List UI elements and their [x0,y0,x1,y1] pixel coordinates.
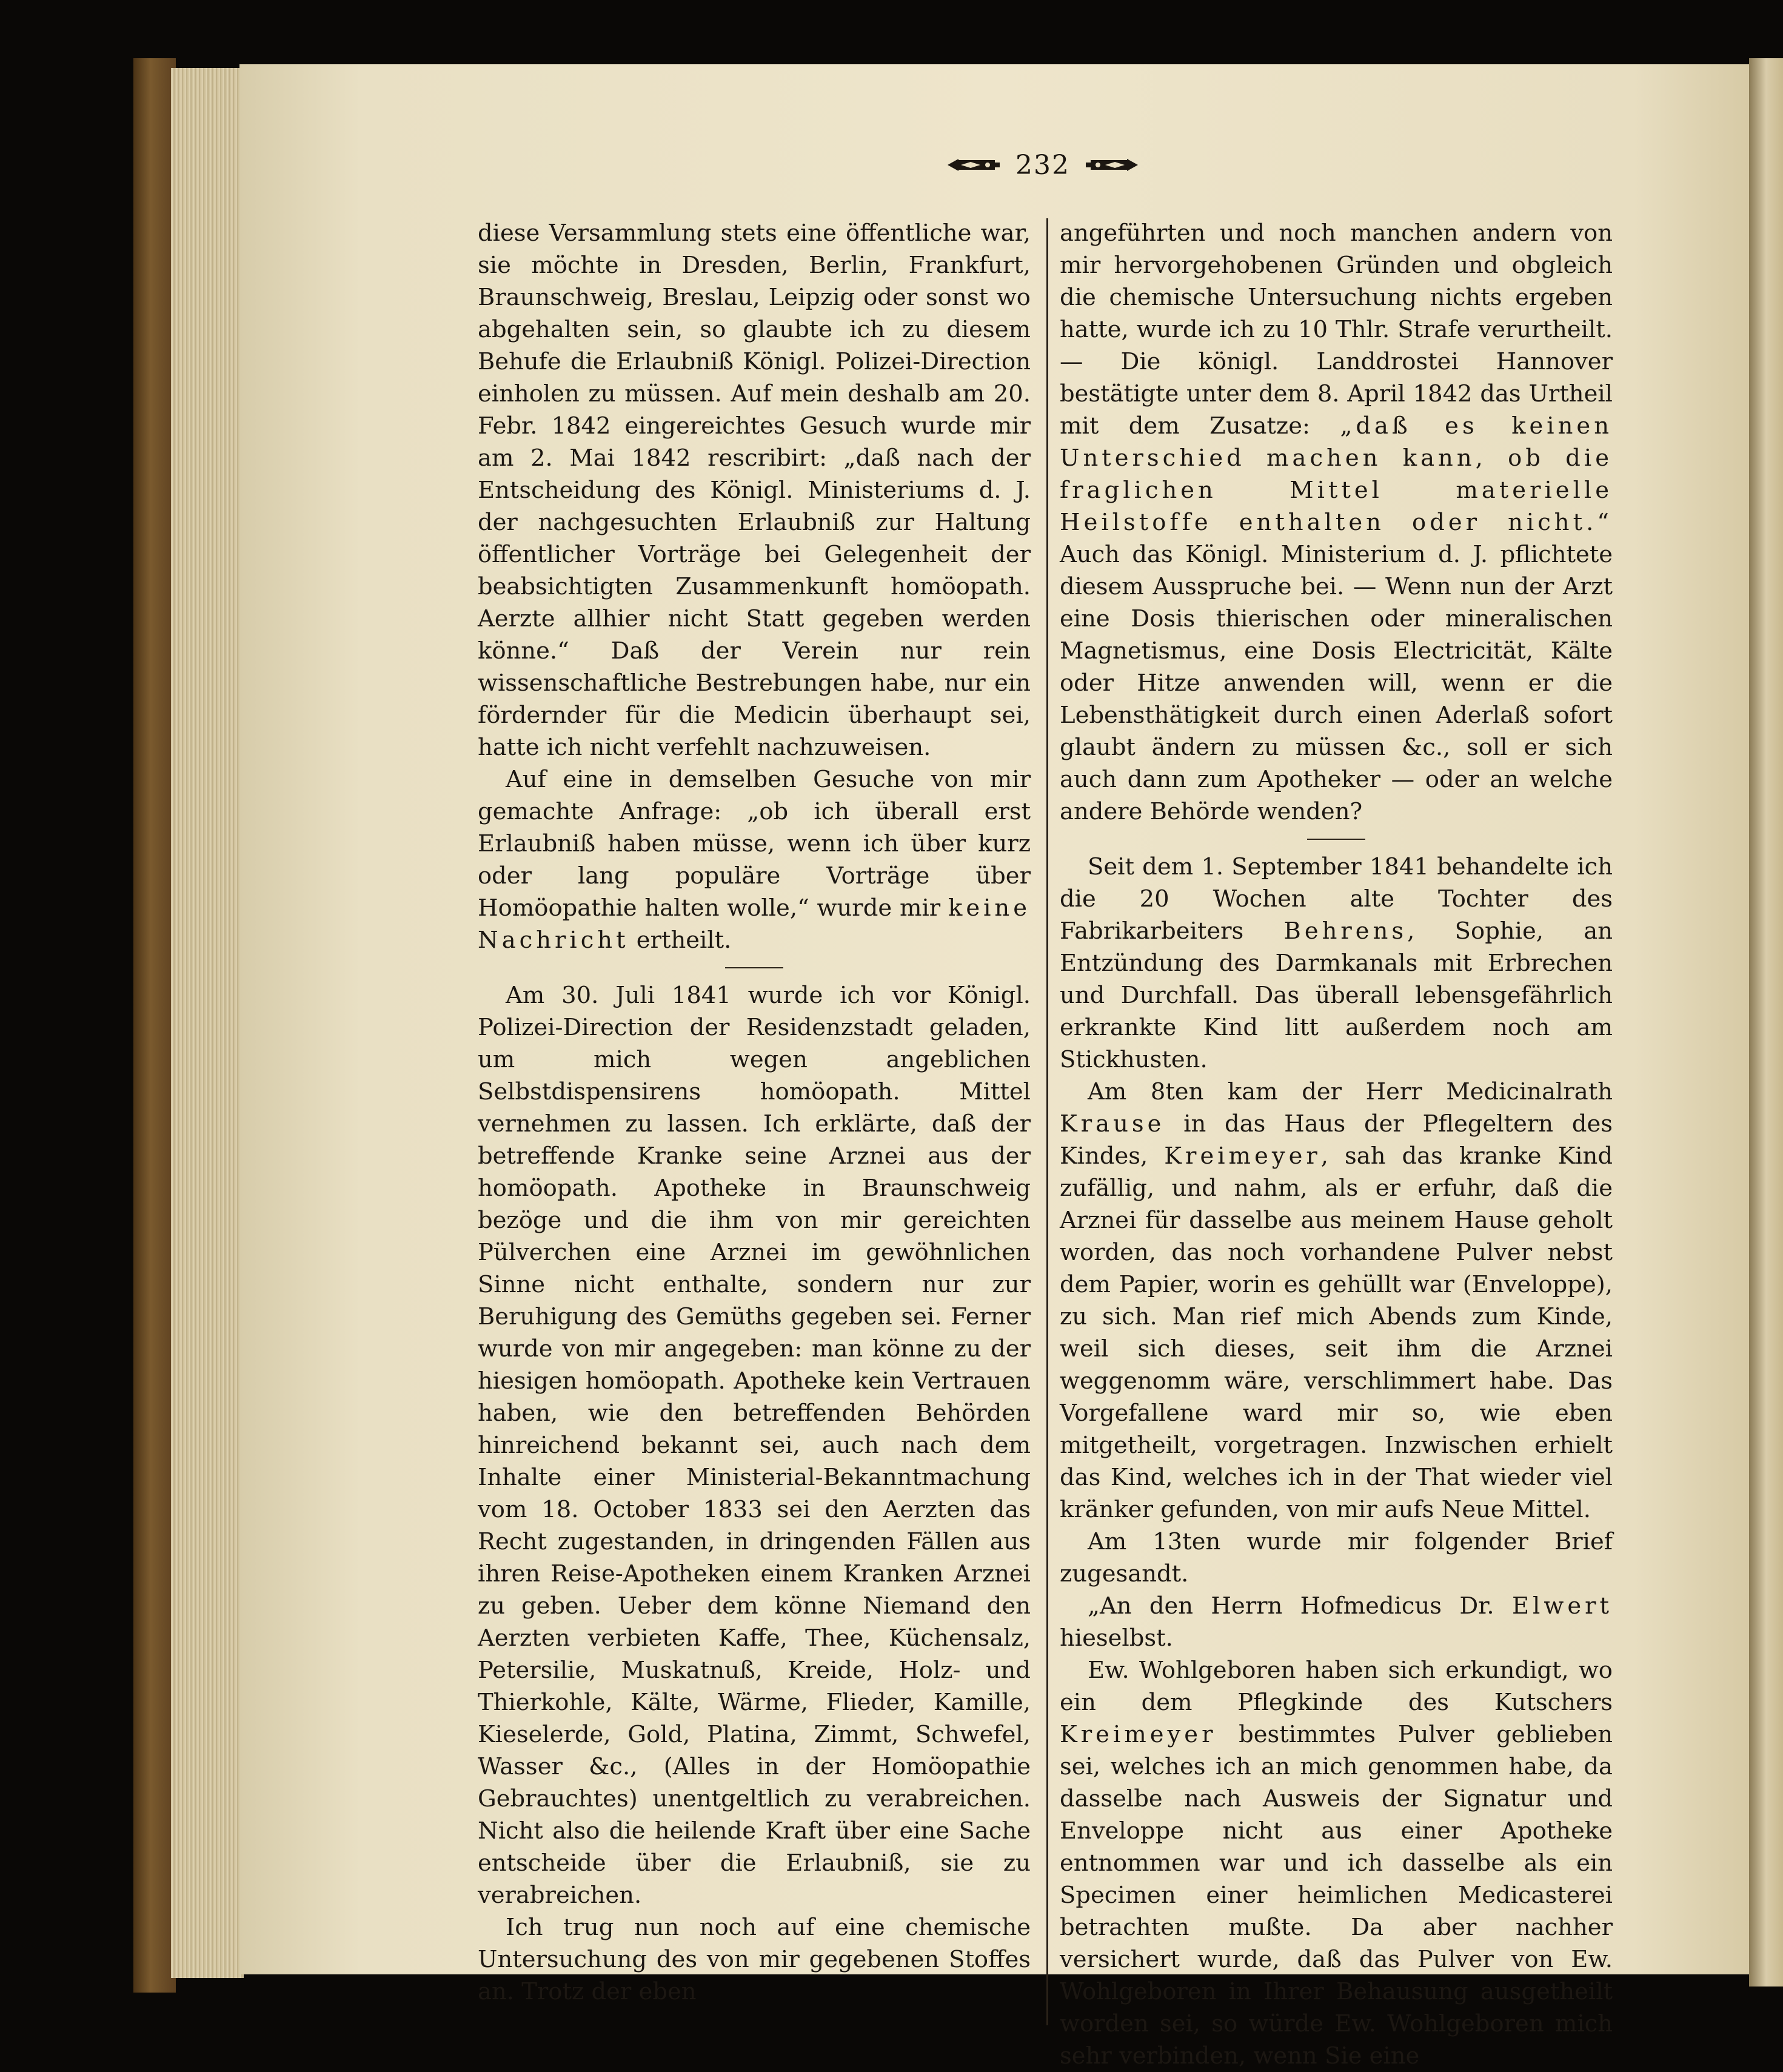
left-ornament-icon [946,156,1001,174]
right-paragraph-6-text-a: Ew. Wohlgeboren haben sich erkundigt, wo ein dem Pflegkinde des Kutschers [1060,1657,1613,1716]
page-number: 232 [1015,149,1070,181]
right-paragraph-5-text-b: hieselbst. [1060,1624,1173,1652]
right-ornament-icon [1085,156,1139,174]
right-paragraph-3 [1060,1076,1613,1526]
left-paragraph-3: Am 30. Juli 1841 wurde ich vor Königl. Polizei-Direction der Residenzstadt geladen, um mich wegen angeblichen Selbstdispensirens homöopath. Mittel vernehmen zu lassen. Ich erklärte, daß der betreffende Kranke seine Arznei aus der homöopath. Apotheke in Braunschweig bezöge und die ihm von mir gereichten Pülverchen eine Arznei im gewöhnlichen Sinne nicht enthalte, sondern nur zur Beruhigung des Gemüths gegeben sei. Ferner wurde von mir angegeben: man könne zu der hiesigen homöopath. Apotheke kein Vertrauen haben, wie den betreffenden Behörden hinreichend bekannt sei, auch nach dem Inhalte einer Ministerial-Bekanntmachung vom 18. October 1833 sei den Aerzten das Recht zugestanden, in dringenden Fällen aus ihren Reise-Apotheken einem Kranken Arznei zu geben. Ueber dem könne Niemand den Aerzten verbieten Kaffe, Thee, Küchensalz, Petersilie, Muskatnuß, Kreide, Holz- und Thierkohle, Kälte, Wärme, Flieder, Kamille, Kieselerde, Gold, Platina, Zimmt, Schwefel, Wasser &c., (Alles in der Homöopathie Gebrauchtes) unentgeltlich zu verabreichen. Nicht also die heilende Kraft über eine Sache entscheide über die Erlaubniß, sie zu verabreichen. [478,982,1031,1909]
column-separator [1046,218,1048,2025]
right-paragraph-3-text-b: in das Haus der Pflegeltern des Kindes, [1060,1110,1613,1170]
left-paragraph-2-text-b: ertheilt. [629,927,732,954]
right-paragraph-3-spaced-2: Kreimeyer [1164,1142,1321,1170]
page-stack-edges [171,68,244,1978]
left-paragraph-2-text-a: Auf eine in demselben Gesuche von mir gemachte Anfrage: „ob ich überall erst Erlaubniß haben müsse, wenn ich über kurz oder lang populäre Vorträge über Homöopathie halten wolle,“ wurde mir [478,766,1031,922]
book-cover-edge [133,58,176,1993]
page-header [928,147,1158,183]
right-paragraph-1-text-b: Auch das Königl. Ministerium d. J. pflichtete diesem Ausspruche bei. — Wenn nun der Arzt eine Dosis thierischen oder mineralischen Magnetismus, eine Dosis Electricität, Kälte oder Hitze anwenden will, wenn er die Lebensthätigkeit durch einen Aderlaß sofort glaubt ändern zu müssen &c., soll er sich auch dann zum Apotheker — oder an welche andere Behörde wenden? [1060,541,1613,825]
right-paragraph-6 [1060,1654,1613,2072]
right-paragraph-2 [1060,851,1613,1076]
right-paragraph-6-spaced: Kreimeyer [1060,1721,1217,1748]
right-column [1060,217,1613,2072]
right-paragraph-3-text-a: Am 8ten kam der Herr Medicinalrath [1088,1078,1613,1105]
right-paragraph-2-spaced: Behrens [1283,917,1408,945]
right-paragraph-5-spaced: Elwert [1511,1592,1613,1620]
left-paragraph-2-spaced: keine Nachricht [478,894,1031,954]
facing-page-edge [1749,58,1783,1987]
section-divider-left [725,967,783,968]
right-paragraph-2-text-a: Seit dem 1. September 1841 behandelte ich die 20 Wochen alte Tochter des Fabrikarbeiters [1060,853,1613,945]
left-column [478,217,1031,2008]
left-paragraph-2 [478,763,1031,956]
right-paragraph-3-spaced-1: Krause [1060,1110,1165,1138]
right-paragraph-4: Am 13ten wurde mir folgender Brief zugesandt. [1060,1528,1613,1588]
right-paragraph-5-text-a: „An den Herrn Hofmedicus Dr. [1088,1592,1512,1620]
right-paragraph-5 [1060,1590,1613,1654]
right-paragraph-6-text-b: bestimmtes Pulver geblieben sei, welches ich an mich genommen habe, da dasselbe nach Ausweis der Signatur und Enveloppe nicht aus einer Apotheke entnommen war und ich dasselbe als ein Specimen einer heimlichen Medicasterei betrachten mußte. Da aber nachher versichert wurde, daß das Pulver von Ew. Wohlgeboren in Ihrer Behausung ausgetheilt worden sei, so würde Ew. Wohlgeboren mich sehr verbinden, wenn Sie eine [1060,1721,1613,2070]
right-paragraph-3-text-c: , sah das kranke Kind zufällig, und nahm, als er erfuhr, daß die Arznei für dasselbe aus meinem Hause geholt worden, das noch vorhandene Pulver nebst dem Papier, worin es gehüllt war (Enveloppe), zu sich. Man rief mich Abends zum Kinde, weil sich dieses, seit ihm die Arznei weggenomm wäre, verschlimmert habe. Das Vorgefallene ward mir so, wie eben mitgetheilt, vorgetragen. Inzwischen erhielt das Kind, welches ich in der That wieder viel kränker gefunden, von mir aufs Neue Mittel. [1060,1142,1613,1523]
left-paragraph-4: Ich trug nun noch auf eine chemische Untersuchung des von mir gegebenen Stoffes an. Trotz der eben [478,1914,1031,2005]
right-paragraph-1-spaced: „daß es keinen Unterschied machen kann, ob die fraglichen Mittel materielle Heilstoffe enthalten oder nicht.“ [1060,412,1613,536]
right-paragraph-1 [1060,217,1613,828]
right-paragraph-1-text-a: angeführten und noch manchen andern von mir hervorgehobenen Gründen und obgleich die chemische Untersuchung nichts ergeben hatte, wurde ich zu 10 Thlr. Strafe verurtheilt. — Die königl. Landdrostei Hannover bestätigte unter dem 8. April 1842 das Urtheil mit dem Zusatze: [1060,220,1613,440]
right-paragraph-2-text-b: , Sophie, an Entzündung des Darmkanals mit Erbrechen und Durchfall. Das überall lebensgefährlich erkrankte Kind litt außerdem noch am Stickhusten. [1060,917,1613,1073]
left-paragraph-1: diese Versammlung stets eine öffentliche war, sie möchte in Dresden, Berlin, Frankfurt, Braunschweig, Breslau, Leipzig oder sonst wo abgehalten sein, so glaubte ich zu diesem Behufe die Erlaubniß Königl. Polizei-Direction einholen zu müssen. Auf mein deshalb am 20. Febr. 1842 eingereichtes Gesuch wurde mir am 2. Mai 1842 rescribirt: „daß nach der Entscheidung des Königl. Ministeriums d. J. der nachgesuchten Erlaubniß zur Haltung öffentlicher Vorträge bei Gelegenheit der beabsichtigten Zusammenkunft homöopath. Aerzte allhier nicht Statt gegeben werden könne.“ Daß der Verein nur rein wissenschaftliche Bestrebungen habe, nur ein fördernder für die Medicin überhaupt sei, hatte ich nicht verfehlt nachzuweisen. [478,220,1031,761]
section-divider-right [1307,839,1365,840]
